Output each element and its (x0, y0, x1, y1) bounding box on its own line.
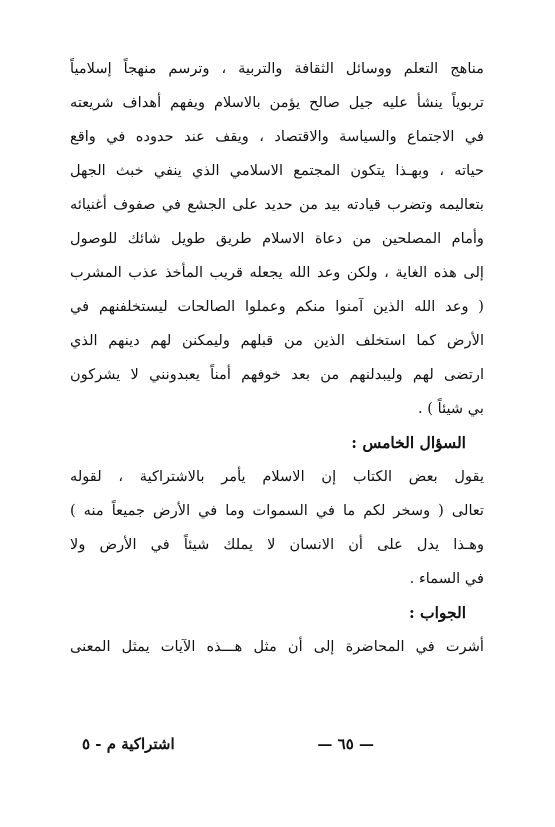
text-line: أشرت في المحاضرة إلى أن مثل هـــذه الآيات يمثل المعنى (70, 638, 484, 655)
text-line: ( وعد الله الذين آمنوا منكم وعملوا الصالحات ليستخلفنهم في (70, 298, 484, 315)
text-line: تعالى ( وسخر لكم ما في السموات وما في الأرض جميعاً منه ) (70, 502, 484, 519)
text-line: إلى هذه الغاية ، ولكن وعد الله يجعله قريب المأخذ عذب المشرب (70, 264, 484, 281)
text-line: في السماء . (409, 570, 484, 587)
page-footer (70, 727, 484, 761)
text-line: الأرض كما استخلف الذين من قبلهم وليمكنن لهم دينهم الذي (70, 332, 484, 349)
text-line: تربوياً ينشأ عليه جيل صالح يؤمن بالاسلام ويفهم أهداف شريعته (70, 94, 484, 111)
answer-heading: الجواب : (408, 603, 466, 622)
text-line: يقول بعض الكتاب إن الاسلام يأمر بالاشتراكية ، لقوله (70, 468, 484, 485)
answer-text (70, 630, 484, 664)
text-line: مناهج التعلم ووسائل الثقافة والتربية ، وترسم منهجاً إسلامياً (70, 60, 484, 77)
page-body (70, 52, 484, 664)
text-line: ارتضى لهم وليبدلنهم من بعد خوفهم أمناً يعبدونني لا يشركون (70, 366, 484, 383)
text-line: حياته ، وبهـذا يتكون المجتمع الاسلامي الذي ينفي خبث الجهل (70, 162, 484, 179)
signature-mark: اشتراكية م - ٥ (82, 735, 175, 753)
page-number: — ٦٥ — (317, 735, 374, 753)
text-line: في الاجتماع والسياسة والاقتصاد ، ويقف عند حدوده في واقع (70, 128, 484, 145)
text-line: بتعاليمه وتضرب قيادته بيد من حديد على الجشع في صفوف أغنيائه (70, 196, 484, 213)
text-line: بي شيئاً ) . (418, 400, 484, 417)
text-line: وأمام المصلحين من دعاة الاسلام طريق طويل شائك للوصول (70, 230, 484, 247)
text-line: وهـذا يدل على أن الانسان لا يملك شيئاً في الأرض ولا (70, 536, 484, 553)
question-text (70, 460, 484, 596)
question-heading: السؤال الخامس : (351, 433, 466, 452)
paragraph-intro (70, 52, 484, 426)
